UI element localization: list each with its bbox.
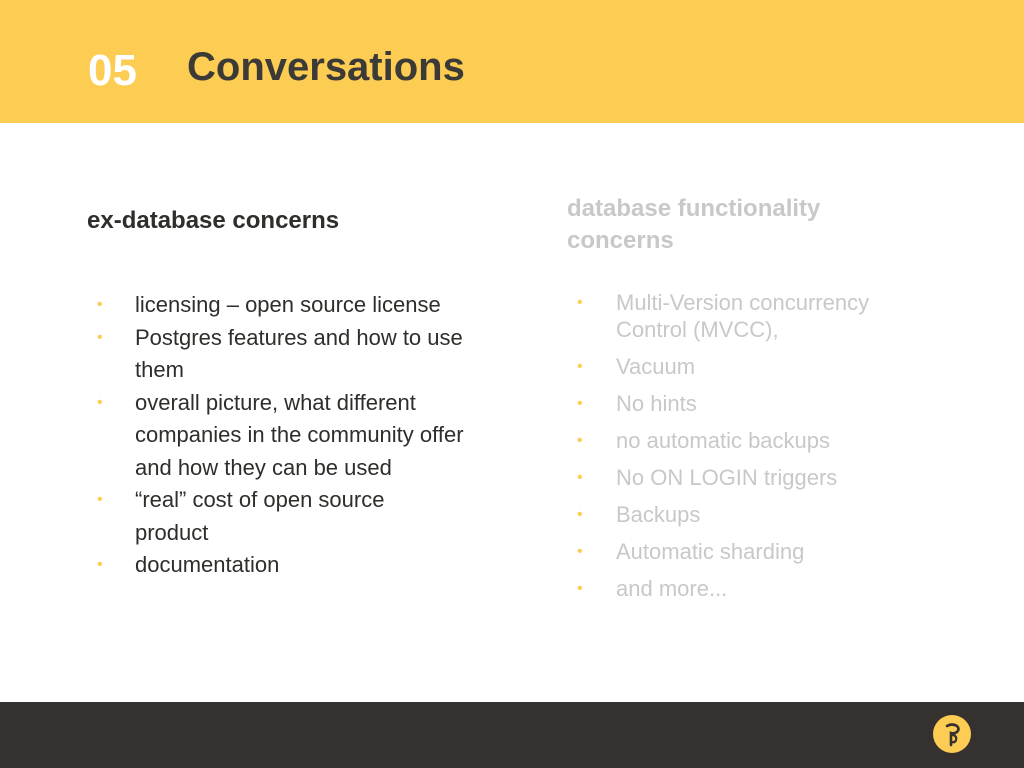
list-item [87, 387, 507, 485]
list-item-text: Backups [616, 502, 701, 527]
list-item-text: “real” cost of open source product [135, 487, 385, 545]
bullet-dot-icon: • [577, 358, 583, 375]
list-item [567, 501, 987, 528]
list-item [567, 427, 987, 454]
header-bar [0, 0, 1024, 123]
bullet-dot-icon: • [577, 294, 583, 311]
bullet-dot-icon: • [577, 543, 583, 560]
bullet-dot-icon: • [577, 506, 583, 523]
list-item-text: Automatic sharding [616, 539, 805, 564]
list-item-text: documentation [135, 552, 280, 577]
list-item-text: no automatic backups [616, 428, 831, 453]
bullet-dot-icon: • [577, 395, 583, 412]
list-item-text: Vacuum [616, 354, 696, 379]
list-item-text: Multi-Version concurrency Control (MVCC), [616, 290, 870, 342]
list-item [567, 390, 987, 417]
list-item-text: and more... [616, 576, 728, 601]
section-number: 05 [88, 46, 137, 95]
bullet-dot-icon: • [97, 393, 103, 411]
list-item [87, 289, 507, 322]
bullet-dot-icon: • [577, 469, 583, 486]
list-item [87, 322, 507, 387]
list-item-text: licensing – open source license [135, 292, 441, 317]
list-item-text: No ON LOGIN triggers [616, 465, 838, 490]
list-item [567, 353, 987, 380]
right-column [567, 193, 987, 601]
right-list [567, 289, 987, 612]
left-list [87, 289, 507, 582]
left-heading: ex-database concerns [87, 207, 340, 234]
list-item [87, 484, 507, 549]
slide-title: Conversations [187, 45, 465, 89]
bullet-dot-icon: • [577, 580, 583, 597]
list-item-text: No hints [616, 391, 697, 416]
list-item [87, 549, 507, 582]
bullet-dot-icon: • [97, 556, 103, 573]
bullet-dot-icon: • [97, 328, 103, 346]
list-item-text: overall picture, what different companies in the community offer and how they can be used [135, 389, 464, 480]
left-column [87, 205, 507, 577]
list-item [567, 464, 987, 491]
footer-bar [0, 702, 1024, 768]
bullet-dot-icon: • [97, 491, 103, 508]
list-item-text: Postgres features and how to use them [135, 324, 463, 382]
right-heading: database functionality concerns [567, 195, 821, 254]
bullet-dot-icon: • [97, 296, 103, 313]
list-item [567, 289, 987, 343]
brand-logo-icon [933, 715, 971, 753]
list-item [567, 538, 987, 565]
list-item [567, 575, 987, 602]
bullet-dot-icon: • [577, 432, 583, 449]
